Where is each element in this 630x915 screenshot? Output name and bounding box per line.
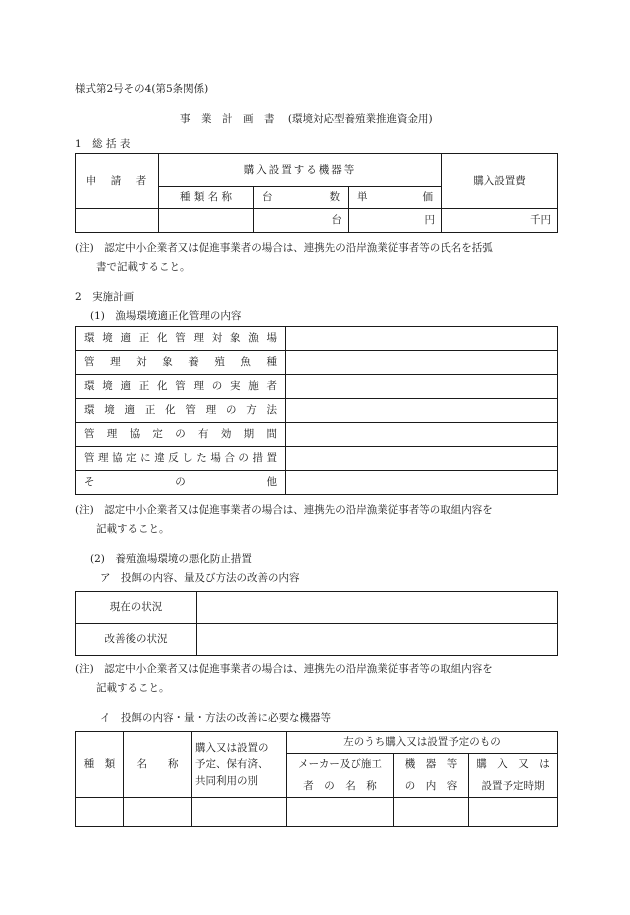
mgmt-row-value <box>286 351 558 375</box>
equip-type-header: 種 類 <box>76 732 124 798</box>
time-cell <box>469 798 558 827</box>
document-title <box>180 113 433 126</box>
mgmt-row-label: 環境適正化管理対象漁場 <box>76 327 286 351</box>
mgmt-row-value <box>286 327 558 351</box>
equipment-header: 購入設置する機器等 <box>159 154 442 187</box>
section1-heading: 1 総 括 表 <box>75 138 131 150</box>
mgmt-row-value <box>286 471 558 495</box>
item-a-heading: ア 投餌の内容、量及び方法の改善の内容 <box>100 572 300 584</box>
equip-name-header: 名 称 <box>124 732 192 798</box>
section2-sub1: (1) 漁場環境適正化管理の内容 <box>90 310 242 322</box>
mgmt-row-label: 管理協定に違反した場合の措置 <box>76 447 286 471</box>
note3-line2: 記載すること。 <box>96 682 170 694</box>
unit-price-header-left: 単 <box>357 191 368 204</box>
equip-name-cell <box>124 798 192 827</box>
plan-line1: 購入又は設置の <box>195 742 269 755</box>
note1-line1: (注) 認定中小企業者又は促進事業者の場合は、連携先の沿岸漁業従事者等の氏名を括弧 <box>75 242 493 254</box>
item-i-heading: イ 投餌の内容・量・方法の改善に必要な機器等 <box>100 712 331 724</box>
form-id: 様式第2号その4(第5条関係) <box>75 83 209 95</box>
count-unit: 台 <box>254 209 349 233</box>
plan-line2: 予定、保有済、 <box>195 758 269 771</box>
maker-header-line1: メーカー及び施工 <box>287 754 394 776</box>
mgmt-row-value <box>286 375 558 399</box>
unit-price-header-right: 価 <box>422 191 434 204</box>
mgmt-row-label: 管理対象養殖魚種 <box>76 351 286 375</box>
mgmt-row-label: 管理協定の有効期間 <box>76 423 286 447</box>
note3-line1: (注) 認定中小企業者又は促進事業者の場合は、連携先の沿岸漁業従事者等の取組内容を <box>75 663 493 675</box>
section2-heading: 2 実施計画 <box>75 291 135 303</box>
unit-price-header <box>349 187 442 209</box>
equipment-table <box>75 731 558 827</box>
summary-table <box>75 153 558 233</box>
status-after-value <box>197 624 558 656</box>
equip-plan-header <box>192 732 287 798</box>
equip-type-cell <box>76 798 124 827</box>
unit-price-unit: 円 <box>349 209 442 233</box>
note2-line1: (注) 認定中小企業者又は促進事業者の場合は、連携先の沿岸漁業従事者等の取組内容を <box>75 504 493 516</box>
type-name-cell <box>159 209 254 233</box>
cost-header: 購入設置費 <box>442 154 558 209</box>
cost-unit: 千円 <box>442 209 558 233</box>
time-header-line2: 設置予定時期 <box>469 776 558 798</box>
purchase-group-header: 左のうち購入又は設置予定のもの <box>287 732 558 754</box>
equip-plan-cell <box>192 798 287 827</box>
management-table <box>75 326 558 495</box>
equip-content-cell <box>394 798 469 827</box>
maker-cell <box>287 798 394 827</box>
equip-content-header-line1: 機 器 等 <box>394 754 469 776</box>
plan-line3: 共同利用の別 <box>195 774 258 787</box>
count-header-right: 数 <box>329 191 340 204</box>
title-main: 事 業 計 画 書 <box>180 113 275 125</box>
status-after-label: 改善後の状況 <box>76 624 197 656</box>
mgmt-row-value <box>286 447 558 471</box>
feeding-status-table <box>75 591 558 656</box>
time-header-line1: 購 入 又 は <box>469 754 558 776</box>
mgmt-row-label: 環境適正化管理の実施者 <box>76 375 286 399</box>
mgmt-row-value <box>286 399 558 423</box>
count-header <box>254 187 349 209</box>
note2-line2: 記載すること。 <box>96 523 170 535</box>
mgmt-row-label: そ の 他 <box>76 471 286 495</box>
mgmt-row-value <box>286 423 558 447</box>
equip-content-header-line2: の 内 容 <box>394 776 469 798</box>
applicant-cell <box>76 209 159 233</box>
maker-header-line2: 者 の 名 称 <box>287 776 394 798</box>
status-now-label: 現在の状況 <box>76 592 197 624</box>
note1-line2: 書で記載すること。 <box>96 261 191 273</box>
type-name-header: 種 類 名 称 <box>159 187 254 209</box>
section2-sub2: (2) 養殖漁場環境の悪化防止措置 <box>90 553 252 565</box>
applicant-header: 申 請 者 <box>76 154 159 209</box>
title-subtitle: (環境対応型養殖業推進資金用) <box>287 113 433 125</box>
mgmt-row-label: 環境適正化管理の方法 <box>76 399 286 423</box>
status-now-value <box>197 592 558 624</box>
count-header-left: 台 <box>262 191 273 204</box>
